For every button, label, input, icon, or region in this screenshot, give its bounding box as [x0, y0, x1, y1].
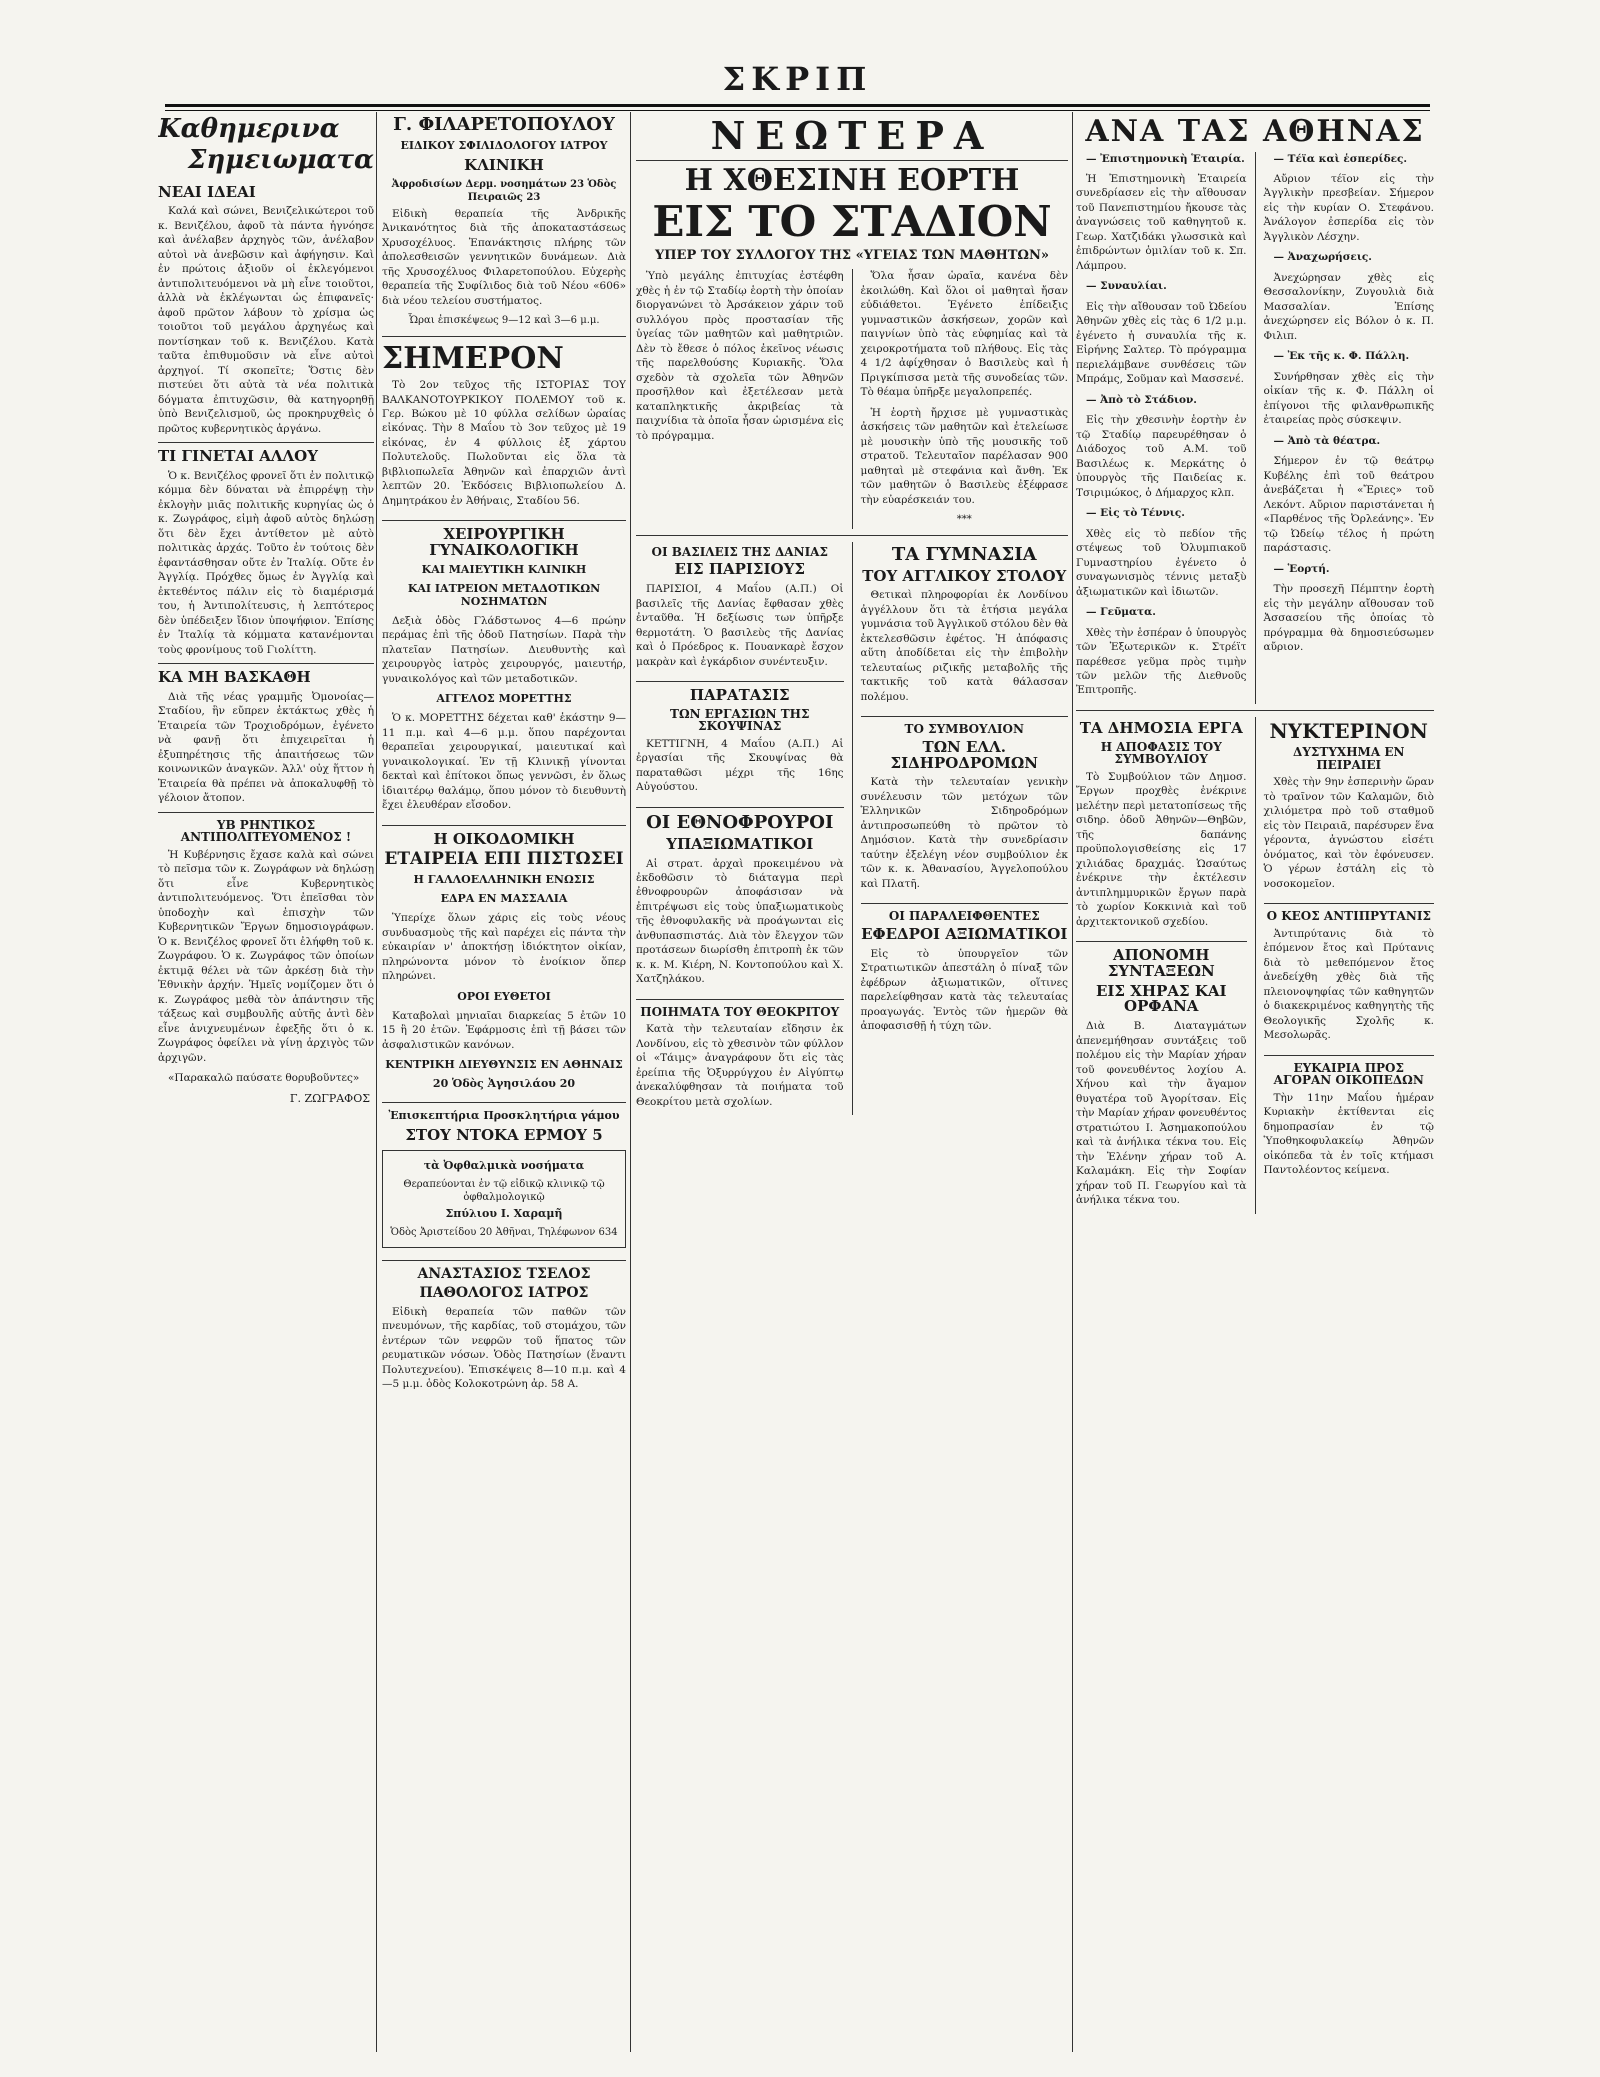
- brief-body: Αἱ στρατ. ἀρχαὶ προκειμένου νὰ ἐκδοθῶσιν τὸ διάταγμα περὶ ἐθνοφρουρῶν ἀποφάσισαν νὰ ἐπιτρέψωσι εἰς τοὺς ὑπαξιωματικοὺς τῆς ἐθνοφυλακῆς νὰ προάγωνται εἰς ἀνθυπασπιστάς. Διὰ τὸν ἔλεγχον τῶν προτάσεων διωρίσθη ἐπιτροπὴ ἐκ τῶν κ. κ. Μ. Κιέρη, Ν. Κοντοπούλου καὶ Χ. Χατζηλάκου.: [636, 857, 844, 986]
- brief-subheadline: ΕΦΕΔΡΟΙ ΑΞΙΩΜΑΤΙΚΟΙ: [861, 924, 1068, 943]
- brief-headline: ΠΑΡΑΤΑΣΙΣ: [689, 685, 790, 704]
- note-body: Χθὲς εἰς τὸ πεδίον τῆς στέψεως τοῦ Ὀλυμπιακοῦ Γυμναστηρίου ἐγένετο ὁ συναγωνισμὸς τέννις μεταξὺ ἀξιωματικῶν καὶ ἰδιωτῶν.: [1076, 527, 1247, 598]
- note-title: — Γεῦματα.: [1086, 606, 1156, 619]
- column-title: Καθημερινα: [158, 114, 340, 144]
- article-subheadline: Η ΑΠΟΦΑΣΙΣ ΤΟΥ ΣΥΜΒΟΥΛΙΟΥ: [1100, 739, 1222, 767]
- ad-frame: [382, 1150, 626, 1249]
- article-body: Τὸ Συμβούλιον τῶν Δημοσ. Ἔργων προχθὲς ἐνέκρινε μελέτην περὶ μετατοπίσεως τῆς σιδηρ. ὁδοῦ Ἀθηνῶν—Θηβῶν, τῆς δαπάνης προϋπολογισθείσης εἰς 17 χιλιάδας δραχμάς. Ὡσαύτως ἐνέκρινε τὴν ἐκτέλεσιν ἀντιπλημμυρικῶν ἔργων παρὰ τὸ χωρίον Κοκκινιὰ καὶ τοῦ ἀρχιτεκτονικοῦ σχεδίου.: [1076, 770, 1247, 928]
- news-brief: [861, 723, 1069, 904]
- brief-headline: ΠΟΙΗΜΑΤΑ ΤΟΥ ΘΕΟΚΡΙΤΟΥ: [640, 1004, 840, 1019]
- column-divider: [630, 112, 631, 2052]
- brief-body: Εἰς τὸ ὑπουργεῖον τῶν Στρατιωτικῶν ἀπεστάλη ὁ πίναξ τῶν ἐφέδρων ἀξιωματικῶν, οἵτινες παρελείφθησαν κατὰ τὰς τελευταίας προαγωγάς. Ἐντὸς τῶν ἡμερῶν θὰ ἀποφασισθῇ ἡ τύχη τῶν.: [860, 947, 1068, 1032]
- note-body: Ἀνεχώρησαν χθὲς εἰς Θεσσαλονίκην, Ζυγουλιὰ διὰ Μασσαλίαν. Ἐπίσης ἀνεχώρησεν εἰς Βόλον ὁ κ. Π. Φιλιπ.: [1263, 271, 1434, 342]
- newspaper-title: ΣΚΡΙΠ: [722, 60, 873, 98]
- section-banner: ΝΕΩΤΕΡΑ: [710, 113, 994, 158]
- ad-subtitle: Η ΓΑΛΛΟΕΛΛΗΝΙΚΗ ΕΝΩΣΙΣ: [413, 873, 595, 887]
- ad-text: Καταβολαὶ μηνιαῖαι διαρκείας 5 ἐτῶν 10 15 ἢ 20 ἐτῶν. Ἐφάρμοσις ἐπὶ τῇ βάσει τῶν ἀσφαλιστικῶν κανόνων.: [382, 1009, 626, 1051]
- article-headline: ΚΑ ΜΗ ΒΑΣΚΑΘΗ: [158, 668, 311, 687]
- column-daily-notes: [158, 112, 374, 2052]
- ad-shop: ΣΤΟΥ ΝΤΟΚΑ ΕΡΜΟΥ 5: [405, 1126, 603, 1145]
- article-body: Ἡ ἑορτὴ ἤρχισε μὲ γυμναστικὰς ἀσκήσεις τῶν μαθητῶν καὶ ἐτελείωσε μὲ μουσικὴν ὑπὸ τῆς μουσικῆς τοῦ στρατοῦ. Τελευταῖον παρέλασαν 900 μαθηταὶ μὲ στεφάνια καὶ ἄνθη. Ἐκ τῶν μαθητῶν ὁ Βασιλεὺς ἐξέφρασε τὴν εὐαρέσκειάν του.: [860, 406, 1068, 506]
- article-body: Ὅλα ἦσαν ὡραῖα, κανένα δὲν ἐκοιλώθη. Καὶ ὅλοι οἱ μαθηταὶ ἤσαν εὐδιάθετοι. Ἐγένετο ἐπίδειξις γυμναστικῶν ἀσκήσεων, χορῶν καὶ παιγνίων ὑπὸ τὰς εὐφημίας καὶ τὰ χειροκροτήματα τοῦ πλήθους. Εἰς τὰς 4 1/2 ἀφίχθησαν ὁ Βασιλεὺς καὶ ἡ Πριγκίπισσα μετὰ τῆς συνοδείας τῶν. Τὸ θέαμα ὑπῆρξε μεγαλοπρεπές.: [860, 270, 1068, 399]
- brief-headline: ΤΟ ΣΥΜΒΟΥΛΙΟΝ: [904, 722, 1024, 737]
- ad-address: 20 Ὁδὸς Ἀγησιλάου 20: [432, 1077, 576, 1091]
- brief-subheadline: ΕΙΣ ΠΑΡΙΣΙΟΥΣ: [674, 560, 805, 579]
- ad-text: Δεξιὰ ὁδὸς Γλάδστωνος 4—6 πρώην περάμας ἐπὶ τῆς ὁδοῦ Πατησίων. Παρὰ τὴν πλατεῖαν Πατησίων. Διευθυντὴς καὶ χειρουργὸς ἰατρὸς χειρουργός, μαιευτήρ, γυναικολόγος καὶ τῶν μεταδοτικῶν.: [382, 614, 626, 685]
- masthead-rule: [165, 104, 1430, 107]
- ad-block: [382, 1267, 626, 1391]
- ad-title: ΣΗΜΕΡΟΝ: [382, 340, 564, 376]
- notes-column: [1255, 152, 1435, 704]
- masthead-rule-thin: [165, 110, 1430, 111]
- column-around-athens: [1076, 112, 1434, 2052]
- main-headline: ΕΙΣ ΤΟ ΣΤΑΔΙΟΝ: [652, 197, 1052, 247]
- ad-subtitle: ΚΑΙ ΜΑΙΕΥΤΙΚΗ ΚΛΙΝΙΚΗ: [421, 562, 587, 576]
- article-headline: ΥΒ ΡΗΝΤΙΚΟΣ ΑΝΤΙΠΟΛΙΤΕΥΟΜΕΝΟΣ !: [180, 817, 352, 845]
- column-divider: [376, 112, 377, 2052]
- article-headline: ΤΑ ΔΗΜΟΣΙΑ ΕΡΓΑ: [1079, 718, 1243, 737]
- ad-kind: ΚΛΙΝΙΚΗ: [464, 155, 544, 174]
- articles-column: [1255, 717, 1435, 1214]
- main-subheadline: ΥΠΕΡ ΤΟΥ ΣΥΛΛΟΓΟΥ ΤΗΣ «ΥΓΕΙΑΣ ΤΩΝ ΜΑΘΗΤΩΝ»: [655, 248, 1049, 264]
- news-brief: [636, 811, 844, 1000]
- note-body: Εἰς τὴν αἴθουσαν τοῦ Ὠδείου Ἀθηνῶν χθὲς εἰς τὰς 6 1/2 μ.μ. ἐγένετο ἡ συναυλία τῆς κ. Εἰρήνης Σαλτερ. Τὸ πρόγραμμα περιελάμβανε συνθέσεις τῶν Μπράμς, Σοῦμαν καὶ Μασσενέ.: [1076, 300, 1247, 386]
- news-article: [1076, 948, 1247, 1207]
- news-brief: [636, 1006, 844, 1110]
- ad-title: ΧΕΙΡΟΥΡΓΙΚΗ ΓΥΝΑΙΚΟΛΟΓΙΚΗ: [429, 525, 579, 560]
- ad-text: Τὸ 2ον τεῦχος τῆς ΙΣΤΟΡΙΑΣ ΤΟΥ ΒΑΛΚΑΝΟΤΟΥΡΚΙΚΟΥ ΠΟΛΕΜΟΥ τοῦ κ. Γερ. Βώκου μὲ 10 φύλλα σελίδων ὡραίας εἰκόνας. Τὴν 8 Μαΐου τὸ 3ον τεῦχος μὲ 19 εἰκόνας, ἐν 4 φύλλοις ἐξ χάρτου Πολυτελοῦς. Πωλοῦνται εἰς ὅλα τὰ βιβλιοπωλεῖα Ἀθηνῶν καὶ ἐπαρχιῶν ἀντὶ λεπτῶν 20. Ἐκδόσεις Βιβλιοπωλείου Δ. Δημητράκου ἐν Ἀθήναις, Σταδίου 56.: [382, 379, 626, 507]
- article-headline: ΤΙ ΓΙΝΕΤΑΙ ΑΛΛΟΥ: [158, 447, 318, 466]
- briefs-column: [636, 542, 844, 1116]
- article-headline: ΑΠΟΝΟΜΗ ΣΥΝΤΑΞΕΩΝ: [1107, 946, 1215, 980]
- ad-title: ΑΝΑΣΤΑΣΙΟΣ ΤΣΕΛΟΣ: [417, 1266, 591, 1283]
- ad-address: Ὁδὸς Ἀριστείδου 20 Ἀθῆναι, Τηλέφωνον 634: [390, 1226, 618, 1238]
- lead-story: [636, 269, 1068, 535]
- note-title: — Ἐπιστημονικὴ Ἑταιρία.: [1086, 152, 1245, 165]
- article-headline: ΝΕΑΙ ΙΔΕΑΙ: [158, 182, 256, 201]
- article-subheadline: ΔΥΣΤΥΧΗΜΑ ΕΝ ΠΕΙΡΑΙΕΙ: [1293, 744, 1405, 772]
- author-signature: Γ. ΖΩΓΡΑΦΟΣ: [289, 1091, 370, 1105]
- note-body: Χθὲς τὴν ἑσπέραν ὁ ὑπουργὸς τῶν Ἐξωτερικῶν κ. Στρέϊτ παρέθεσε γεῦμα πρὸς τιμὴν τῶν μελῶν τῆς Διεθνοῦς Ἐπιτροπῆς.: [1076, 626, 1247, 697]
- note-title: — Ἑορτή.: [1273, 562, 1330, 575]
- ad-terms: ΟΡΟΙ ΕΥΘΕΤΟΙ: [457, 989, 551, 1003]
- ad-text: Εἰδικὴ θεραπεία τῆς Ἀνδρικῆς Ἀνικανότητος διὰ τῆς ἀποκαταστάσεως Χρυσοχέλυος. Ἐπανάκτησις πλήρης τῶν ἀπολεσθεισῶν γεννητικῶν δυνάμεων. Διὰ τῆς Χρυσοχέλυος Φιλαρετοπούλου. Εὐχερὴς θεραπεία τῆς Συφίλιδος διὰ τοῦ Νέου «606» διὰ νέου τελείου συστήματος.: [382, 207, 626, 307]
- ad-block: [382, 1109, 626, 1261]
- news-brief: [860, 543, 1069, 718]
- note-body: Σήμερον ἐν τῷ θεάτρῳ Κυβέλης ἐπὶ τοῦ θεάτρου ἀνεβάζεται ἡ «Ἔριες» τοῦ Λεκόντ. Αὔριον παριστάνεται ἡ «Παρθένος τῆς Ὀρλεάνης». Ἐν τῷ Ὠδείῳ τέλος ἡ πρώτη παράστασις.: [1263, 455, 1434, 555]
- ad-address: Ἀφροδισίων Δερμ. νοσημάτων 23 Ὁδὸς Πειραιῶς 23: [391, 178, 617, 204]
- ad-title: Η ΟΙΚΟΔΟΜΙΚΗ: [433, 829, 575, 848]
- story-column: [852, 269, 1069, 528]
- article-body: Διὰ Β. Διαταγμάτων ἀπενεμήθησαν συντάξεις τοῦ πολέμου εἰς τὴν Μαρίαν χήραν τοῦ φονευθέντος λοχίου Α. Χήνου καὶ τὴν ἄγαμον θυγατέρα τοῦ Ἀγορίτσαν. Εἰς τὴν Μαρίαν χήραν φονευθέντος στρατιώτου Ι. Ἀσημακοπούλου καὶ τὰ ἀνήλικα τέκνα του. Εἰς τὴν Ἑλένην χήραν τοῦ Α. Καλαμάκη. Εἰς τὴν Σοφίαν χήραν τοῦ Π. Γεωργίου καὶ τὰ ἀνήλικα τέκνα του.: [1076, 1020, 1247, 1207]
- news-brief: [636, 685, 844, 808]
- ad-text: Ὑπερίχε ὅλων χάρις εἰς τοὺς νέους συνδυασμοὺς τῆς καὶ παρέχει εἰς πάντα τὴν εὐκαιρίαν ν' ἀποκτήσῃ ἰδιόκτητον οἰκίαν, πληρώνοντα μόνον τὸ ἐνοίκιον ὅπερ πληρώνει.: [382, 912, 626, 983]
- brief-body: Κατὰ τὴν τελευταίαν εἴδησιν ἐκ Λονδίνου, εἰς τὸ χθεσινὸν τῶν φύλλον οἱ «Τάιμς» ἀναγράφουν ὅτι εἰς τὰς ἐρείπια τῆς Ὀξυρρύγχου ἐν Αἰγύπτῳ ἀνεκαλύφθησαν τὰ ποιήματα τοῦ Θεοκρίτου μετὰ σχολίων.: [636, 1023, 844, 1108]
- brief-body: ΠΑΡΙΣΙΟΙ, 4 Μαΐου (Α.Π.) Οἱ βασιλεῖς τῆς Δανίας ἔφθασαν χθὲς ἐνταῦθα. Ἡ δεξίωσις των ὑπῆρξε θερμοτάτη. Ὁ βασιλεὺς τῆς Δανίας καὶ ὁ Πρόεδρος κ. Πουανκαρὲ ἔσχον μακρὰν καὶ ἐγκάρδιον συνέντευξιν.: [636, 583, 844, 668]
- ad-doctor-name: Σπύλιου Ι. Χαραμῆ: [445, 1206, 563, 1220]
- brief-body: Κατὰ τὴν τελευταίαν γενικὴν συνέλευσιν τῶν μετόχων τῶν Ἑλληνικῶν Σιδηροδρόμων ἀντιπροσωπεύθη τὸ πρῶτον τὸ Δημόσιον. Κατὰ τὴν συνεδρίασιν ταύτην ἐξελέγη νέον συμβούλιον ἐκ τῶν κ. κ. Ἀθανασίου, Ἀγγελοπούλου καὶ Πλατῆ.: [860, 776, 1068, 890]
- column-advertisements: [382, 112, 626, 2052]
- article-body: Ὑπὸ μεγάλης ἐπιτυχίας ἐστέφθη χθὲς ἡ ἐν τῷ Σταδίῳ ἑορτὴ τὴν ὁποίαν διοργανώνει τὸ Ἀρσάκειον χάριν τοῦ συλλόγου πρὸς προστασίαν τῆς ὑγείας τῶν μαθητῶν καὶ μαθητριῶν. Δὲν τὸ ἔθεσε ὁ πόλος ἐκεῖνος νέωσις τῆς παρελθούσης Κυριακῆς. Ὅλα σχεδὸν τὰ σχολεῖα τῶν Ἀθηνῶν προσῆλθον καὶ ἐξετέλεσαν μετὰ καταπληκτικῆς ἀκριβείας τὰ παιχνίδια τὰ ὁποῖα ἦσαν ὡρισμένα εἰς τὸ πρόγραμμα.: [636, 270, 844, 442]
- story-column: [636, 269, 844, 528]
- brief-subheadline: ΤΟΥ ΑΓΓΛΙΚΟΥ ΣΤΟΛΟΥ: [862, 566, 1067, 585]
- note-title: — Εἰς τὸ Τέννις.: [1086, 507, 1185, 520]
- brief-body: Θετικαὶ πληροφορίαι ἐκ Λονδίνου ἀγγέλλουν ὅτι τὰ ἐτήσια μεγάλα γυμνάσια τοῦ Ἀγγλικοῦ στόλου δὲν θὰ ἐκτελεσθῶσιν ἐφέτος. Ἡ ἀπόφασις αὕτη ἀποδίδεται εἰς τὴν ἐπιβολὴν τελευταίως ριζικῆς μεταβολῆς τῆς τακτικῆς τοῦ κατὰ θάλασσαν πολέμου.: [860, 589, 1068, 703]
- note-body: Εἰς τὴν χθεσινὴν ἑορτὴν ἐν τῷ Σταδίῳ παρευρέθησαν ὁ Διάδοχος τοῦ Α.Μ. τοῦ Βασιλέως κ. Μερκάτης ὁ ὑπουργὸς τῆς Παιδείας κ. Τσιριμώκος, ὁ Δήμαρχος κλπ.: [1076, 414, 1247, 499]
- news-article: [1264, 1062, 1435, 1178]
- brief-headline: ΟΙ ΠΑΡΑΛΕΙΦΘΕΝΤΕΣ: [888, 909, 1040, 924]
- ad-subtitle: ΠΑΘΟΛΟΓΟΣ ΙΑΤΡΟΣ: [419, 1285, 589, 1302]
- article-body: Τὴν 11ην Μαΐου ἡμέραν Κυριακὴν ἐκτίθενται εἰς δημοπρασίαν ἐν τῷ Ὑποθηκοφυλακείῳ Ἀθηνῶν οἰκόπεδα τὰ ἐν τοῖς κτήμασι Παντολέοντος κείμενα.: [1263, 1091, 1434, 1177]
- note-title: — Ἀναχωρήσεις.: [1273, 251, 1372, 264]
- article-headline: ΝΥΚΤΕΡΙΝΟΝ: [1269, 718, 1428, 743]
- ad-block: [382, 116, 626, 337]
- note-title: — Ἀπὸ τὰ θέατρα.: [1273, 434, 1381, 447]
- brief-body: ΚΕΤΤΙΓΝΗ, 4 Μαΐου (Α.Π.) Αἱ ἐργασίαι τῆς Σκουψίνας θὰ παραταθῶσι μέχρι τῆς 16ης Αὐγούστου.: [636, 737, 844, 794]
- ad-subtitle: ΚΑΙ ΙΑΤΡΕΙΟΝ ΜΕΤΑΔΟΤΙΚΩΝ ΝΟΣΗΜΑΤΩΝ: [407, 581, 601, 608]
- ad-subtitle: ΕΙΔΙΚΟΥ ΣΦΙΛΙΔΟΛΟΓΟΥ ΙΑΤΡΟΥ: [400, 138, 608, 152]
- ad-hours: Ὧραι ἐπισκέψεως 9—12 καὶ 3—6 μ.μ.: [408, 315, 600, 327]
- news-brief: [636, 546, 844, 682]
- news-article: [1264, 910, 1435, 1055]
- news-article: [1263, 718, 1435, 904]
- note-body: Συνήρθησαν χθὲς εἰς τὴν οἰκίαν τῆς κ. Φ. Πάλλη οἱ ἐπίγονοι τῆς φιλανθρωπικῆς ἐταιρείας πρὸς σύσκεψιν.: [1263, 370, 1434, 427]
- ad-doctor-name: ΑΓΓΕΛΟΣ ΜΟΡΕΤΤΗΣ: [436, 692, 572, 706]
- ad-title: Ἐπισκεπτήρια Προσκλητήρια γάμου: [388, 1109, 620, 1123]
- column-title: ΑΝΑ ΤΑΣ ΑΘΗΝΑΣ: [1085, 114, 1425, 149]
- note-title: — Ἐκ τῆς κ. Φ. Πάλλη.: [1273, 350, 1410, 363]
- ad-text: Θεραπεύονται ἐν τῷ εἰδικῷ κλινικῷ τῷ ὀφθαλμολογικῷ: [403, 1178, 605, 1204]
- ad-subtitle: ΕΤΑΙΡΕΙΑ ΕΠΙ ΠΙΣΤΩΣΕΙ: [384, 849, 624, 870]
- article-body: Ὁ κ. Βενιζέλος φρονεῖ ὅτι ἐν πολιτικῷ κόμμα δὲν δύναται νὰ ἐπιρρέψῃ τὴν ἐκλογὴν μιᾶς πολιτικῆς κυρηγίας ὡς ὁ κ. Ζωγράφος, εἰμὴ ἀφοῦ αὐτὸς δηλώσῃ ὅτι δὲν ἔχει ἀντίθετον μὲ αὐτὸ πολιτικὰς ἀρχάς. Τοῦτο ἐν τούτοις δὲν ἐφαντάσθησαν οὔτε ἐν Ἰταλίᾳ. Οὔτε ἐν Ἀγγλίᾳ. Πρόχθες ὅμως ἐν Ἀγγλίᾳ καὶ ἐκτεθέντος πάλιν εἰς τὸ διαμέρισμά του, ἡ Ἀντιπολίτευσις, ἡ λεπτότερος δὲν ὑπέδειξεν ἴδιον ὑποψήφιον. Ἐπίσης ἐν Ἰταλίᾳ τὰ κόμματα κατανέμονται τοὺς φρονίμους τοῦ Γιολίττη.: [158, 469, 374, 664]
- note-body: Τὴν προσεχῆ Πέμπτην ἑορτὴ εἰς τὴν μεγάλην αἴθουσαν τοῦ Ἀσσασείου τῆς ὁποίας τὸ πρόγραμμα θὰ δημοσιεύσωμεν αὔριον.: [1263, 583, 1434, 654]
- article-headline: ΕΥΚΑΙΡΙΑ ΠΡΟΣ ΑΓΟΡΑΝ ΟΙΚΟΠΕΔΩΝ: [1273, 1060, 1424, 1088]
- ad-block: [382, 527, 626, 825]
- ad-text: Ὁ κ. ΜΟΡΕΤΤΗΣ δέχεται καθ' ἑκάστην 9—11 π.μ. καὶ 4—6 μ.μ. ὅπου παρέχονται θεραπεῖαι χειρουργικαί, μαιευτικαί καὶ γυναικολογικαί. Ἐν τῇ Κλινικῇ γίνονται δεκταὶ καὶ ἐπίτοκοι ὅπως γεννῶσι, ἐν ὅλως ἰδιαιτέρῳ θαλάμῳ, ὅπου μόνον τὸ διευθυντὴ ἔχει ἐλευθέραν εἴσοδον.: [382, 712, 626, 812]
- article-headline: Ο ΚΕΟΣ ΑΝΤΙΠΡΥΤΑΝΙΣ: [1266, 909, 1431, 924]
- separator-stars: ***: [956, 514, 972, 526]
- notes-column: [1076, 152, 1247, 704]
- brief-headline: ΟΙ ΒΑΣΙΛΕΙΣ ΤΗΣ ΔΑΝΙΑΣ: [651, 544, 828, 559]
- brief-subheadline: ΤΩΝ ΕΛΛ. ΣΙΔΗΡΟΔΡΟΜΩΝ: [890, 737, 1038, 772]
- brief-headline: ΤΑ ΓΥΜΝΑΣΙΑ: [891, 543, 1037, 565]
- ad-office: ΚΕΝΤΡΙΚΗ ΔΙΕΥΘΥΝΣΙΣ ΕΝ ΑΘΗΝΑΙΣ: [385, 1058, 623, 1072]
- column-title: Σημειωματα: [188, 145, 374, 176]
- masthead: [165, 58, 1430, 106]
- article-body: Ἡ Κυβέρνησις ἔχασε καλὰ καὶ σώνει τὸ πεῖσμα τῶν κ. Ζωγράφων νὰ δηλώσῃ ὅτι εἶνε Κυβερνητικὸς ἀντιπολιτευόμενος. Ὅτι ἐπεῖσθαι τὸν ὑποδοχὴν καὶ ἐπισχὴν τῶν Κυβερνητικῶν Ἔργων δημοσιογράφων. Ὁ κ. Βενιζέλος φρονεῖ ὅτι ἐλήφθη τοῦ κ. Ζωγράφου. Ὁ κ. Ζωγράφος τῶν ὁποίων ἐκτιμᾷ θέλει νὰ τῶν ἀρκέσῃ διὰ τὴν Ἐθνικὴν ἀρχήν. Ἡμεῖς νομίζομεν ὅτι ὁ κ. Ζωγράφος μεθὰ τὸν ἀπάντησιν τῆς τάξεως καὶ συμβουλῆς αὐτῆς ἀντὶ δὲν εἶνε ἀνιχνευμένων ἐφεξῆς ὅτι ὁ κ. Ζωγράφος ὀφείλει νὰ γίνῃ ἀρχιγὸς τῶν ἀρχιγῶν.: [158, 848, 374, 1064]
- column-latest-news: [636, 112, 1068, 2052]
- articles-column: [1076, 717, 1247, 1214]
- ad-block: [382, 829, 626, 1103]
- news-briefs: [636, 542, 1068, 1116]
- article-body: Καλά καὶ σώνει, Βενιζελικώτεροι τοῦ κ. Βενιζέλου, ἀφοῦ τὰ πάντα ἠγνόησε καὶ ἀνέλαβεν ἀρχηγὸς τῶν, ἀνέλαβον αὐτοὶ νὰ ἀνεβῶσιν καὶ ἀφήγησιν. Καὶ ἐν πρώτοις ἀξιοῦν οἱ ἐκλεγόμενοι ἀντιπολιτευόμενοι νὰ μὴ εἶνε τοιοῦτοι, ἀλλὰ νὰ ἐκλέγωνται ὡς ἐπιφανεῖς· ἀφοῦ πρῶτον λάβουν τὸ χρίσμα ὡς τοιοῦτοι τοῦ μεγάλου ἀρχηγέως καὶ ποντίσηκαν τοῦ κ. Βενιζέλου. Κατὰ ταῦτα ἐπιθυμοῦσιν νὰ εἶνε αὐτοὶ ἀρχηγοί. Τί σκοπεῖτε; Ὅστις δὲν πιστεύει ὅτι αὐτὰ τὰ νέα πολιτικὰ δόγματα ἐπιτυχῶσιν, θὰ κατηγορηθῇ ὑπὸ Βενιζελισμοῦ, ὡς προκηρυχθεὶς ὁ πρῶτος κυβερνητικὸς ἀργάνω.: [158, 204, 374, 443]
- ad-title: τὰ Ὀφθαλμικὰ νοσήματα: [423, 1158, 585, 1172]
- note-title: — Τέϊα καὶ ἑσπερίδες.: [1273, 152, 1408, 165]
- brief-subheadline: ΥΠΑΞΙΩΜΑΤΙΚΟΙ: [666, 834, 814, 853]
- ad-title: Γ. ΦΙΛΑΡΕΤΟΠΟΥΛΟΥ: [393, 114, 615, 135]
- note-body: Αὔριον τέϊον εἰς τὴν Ἀγγλικὴν πρεσβείαν. Σήμερον εἰς τὴν κυρίαν Ο. Στεφάνου. Ἀνάλογον ἐσπερίδα εἰς τὸν Ἀγγλικὸν Λέσχην.: [1263, 172, 1434, 243]
- lower-articles: [1076, 717, 1434, 1214]
- ad-block: [382, 340, 626, 522]
- article-subheadline: ΕΙΣ ΧΗΡΑΣ ΚΑΙ ΟΡΦΑΝΑ: [1095, 981, 1227, 1016]
- note-title: — Συναυλίαι.: [1086, 280, 1167, 293]
- note-title: — Ἀπὸ τὸ Στάδιον.: [1086, 393, 1197, 406]
- ad-subtitle: ΕΔΡΑ ΕΝ ΜΑΣΣΑΛΙΑ: [440, 892, 568, 906]
- city-notes: [1076, 152, 1434, 711]
- column-divider: [1072, 112, 1073, 2052]
- note-body: Ἡ Ἐπιστημονικὴ Ἑταιρεία συνεδρίασεν εἰς τὴν αἴθουσαν τοῦ Πανεπιστημίου ἤκουσε τὰς ἀναγνώσεις τοῦ καθηγητοῦ κ. Γεωρ. Χατζιδάκι γλωσσικὰ καὶ ἐπιδρώντων ὁμιλίαν τοῦ κ. Σπ. Λάμπρου.: [1076, 172, 1247, 272]
- brief-headline: ΟΙ ΕΘΝΟΦΡΟΥΡΟΙ: [646, 811, 834, 833]
- news-article: [1076, 718, 1247, 942]
- briefs-column: [852, 542, 1069, 1116]
- ad-text: Εἰδικὴ θεραπεία τῶν παθῶν τῶν πνευμόνων, τῆς καρδίας, τοῦ στομάχου, τῶν ἐντέρων τῶν νεφρῶν τοῦ ἥπατος τῶν ρευματικῶν νόσων. Ὁδὸς Πατησίων (ἔναντι Πολυτεχνείου). Ἐπισκέψεις 8—10 π.μ. καὶ 4—5 μ.μ. ὁδὸς Κολοκοτρώνη ἀρ. 58 Α.: [382, 1305, 626, 1391]
- article-quote: «Παρακαλῶ παύσατε θορυβοῦντες»: [168, 1072, 360, 1085]
- article-body: Χθὲς τὴν 9ην ἑσπερινὴν ὥραν τὸ τραῖνον τῶν Καλαμῶν, διὸ χιλιόμετρα πρὸ τοῦ σταθμοῦ εἰς τὸν Πειραιᾶ, παρέσυρεν ἕνα γέροντα, ἀγνώστου εἰσέτι ὀνόματος, καὶ τὸν ἐφόνευσεν. Ὁ γέρων ἐστάλη εἰς τὸ νοσοκομεῖον.: [1263, 776, 1434, 890]
- article-body: Ἀντιπρύτανις διὰ τὸ ἐπόμενον ἔτος καὶ Πρύτανις διὰ τὸ μεθεπόμενον ἔτος ἀνεδείχθη χθὲς διὰ τῆς πλειονοψηφίας τῶν καθηγητῶν ὁ διακεκριμένος καθηγητὴς τῆς Θεολογικῆς Σχολῆς κ. Μεσολωρᾶς.: [1263, 927, 1434, 1042]
- main-headline: Η ΧΘΕΣΙΝΗ ΕΟΡΤΗ: [636, 160, 1068, 197]
- article-body: Διὰ τῆς νέας γραμμῆς Ὀμονοίας—Σταδίου, ἣν εὔπρεν ἐκτάκτως χθὲς ἡ Ἑταιρεία τῶν Τροχιοδρόμων, ἐγένετο νὰ φανῇ ὅτι ἐπιχειρεῖται ἡ ἐξυπηρέτησις τῆς ἀπαιτήσεως τῶν κοινωνικῶν ἀναγκῶν. Ἀλλ' οὐχ ἥττον ἡ Ἑταιρεία θὰ πρέπει νὰ ἀποκαλυφθῇ τὸ γέλοιον ἄτοπον.: [158, 690, 374, 813]
- news-brief: [861, 910, 1069, 1033]
- brief-subheadline: ΤΩΝ ΕΡΓΑΣΙΩΝ ΤΗΣ ΣΚΟΥΨΙΝΑΣ: [670, 706, 810, 734]
